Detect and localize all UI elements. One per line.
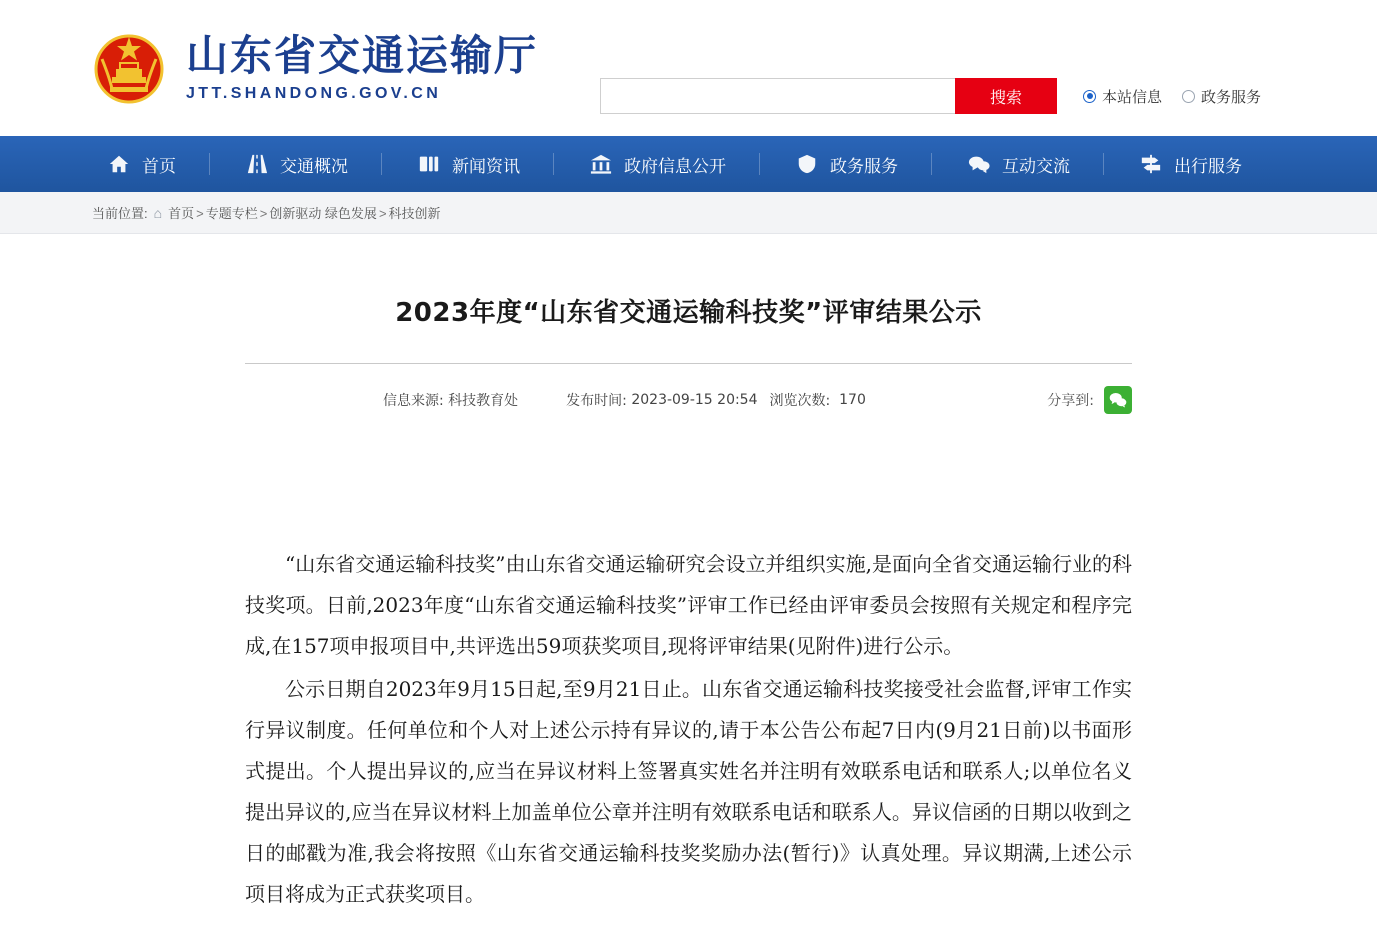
chat-icon — [968, 153, 990, 175]
signpost-icon — [1140, 153, 1162, 175]
search-button[interactable]: 搜索 — [955, 78, 1057, 114]
radio-dot-icon[interactable] — [1182, 90, 1195, 103]
nav-item-gov-info[interactable] — [590, 136, 760, 192]
breadcrumb — [0, 192, 1377, 234]
radio-site-info-label: 本站信息 — [1102, 87, 1163, 106]
brand-title: 山东省交通运输厅 — [186, 30, 539, 80]
meta-time-label: 发布时间: — [566, 393, 627, 409]
article-meta — [245, 364, 1132, 414]
breadcrumb-item-1[interactable]: 专题专栏 — [205, 206, 258, 221]
page-title: 2023年度“山东省交通运输科技奖”评审结果公示 — [395, 298, 982, 328]
site-brand[interactable] — [90, 29, 538, 107]
home-small-icon[interactable]: ⌂ — [153, 204, 163, 221]
nav-item-travel-service[interactable] — [1140, 136, 1276, 192]
meta-source-label: 信息来源: — [383, 393, 444, 409]
breadcrumb-separator: > — [259, 206, 268, 221]
home-icon — [108, 153, 130, 175]
breadcrumb-separator: > — [196, 206, 204, 221]
bank-icon — [590, 153, 612, 175]
article-body — [245, 544, 1132, 915]
main-navigation — [0, 136, 1377, 192]
nav-item-home-label: 首页 — [142, 156, 176, 177]
nav-item-news-label: 新闻资讯 — [452, 156, 520, 177]
shield-icon — [796, 153, 818, 175]
radio-dot-icon[interactable] — [1083, 90, 1096, 103]
radio-gov-service-label: 政务服务 — [1201, 87, 1262, 106]
brand-domain: JTT.SHANDONG.GOV.CN — [186, 85, 442, 103]
national-emblem-icon — [90, 29, 168, 107]
nav-item-home[interactable] — [108, 136, 210, 192]
article — [0, 292, 1377, 915]
search-input[interactable] — [600, 78, 955, 114]
meta-views-value: 170 — [839, 392, 866, 408]
news-icon — [418, 153, 440, 175]
nav-item-interaction[interactable] — [968, 136, 1104, 192]
breadcrumb-item-3[interactable]: 科技创新 — [388, 206, 441, 221]
nav-item-news[interactable] — [418, 136, 554, 192]
share-label: 分享到: — [1047, 393, 1094, 409]
article-paragraph: “山东省交通运输科技奖”由山东省交通运输研究会设立并组织实施,是面向全省交通运输行业的科技奖项。日前,2023年度“山东省交通运输科技奖”评审工作已经由评审委员会按照有关规定和程序完成,在157项申报项目中,共评选出59项获奖项目,现将评审结果(见附件)进行公示。 — [245, 552, 1132, 658]
breadcrumb-separator: > — [378, 206, 387, 221]
nav-item-gov-service[interactable] — [796, 136, 932, 192]
article-paragraph: 公示日期自2023年9月15日起,至9月21日止。山东省交通运输科技奖接受社会监督,评审工作实行异议制度。任何单位和个人对上述公示持有异议的,请于本公告公布起7日内(9月21日前)以书面形式提出。个人提出异议的,应当在异议材料上签署真实姓名并注明有效联系电话和联系人;以单位名义提出异议的,应当在异议材料上加盖单位公章并注明有效联系电话和联系人。异议信函的日期以收到之日的邮戳为准,我会将按照《山东省交通运输科技奖奖励办法(暂行)》认真处理。异议期满,上述公示项目将成为正式获奖项目。 — [245, 677, 1132, 906]
nav-item-gov-service-label: 政务服务 — [830, 156, 898, 177]
breadcrumb-item-2[interactable]: 创新驱动 绿色发展 — [269, 206, 377, 221]
nav-item-transport-overview-label: 交通概况 — [280, 156, 348, 177]
meta-time-value: 2023-09-15 20:54 — [631, 392, 758, 408]
road-icon — [246, 153, 268, 175]
site-header — [0, 0, 1377, 136]
radio-gov-service[interactable] — [1182, 86, 1261, 107]
nav-item-travel-service-label: 出行服务 — [1174, 156, 1242, 177]
nav-item-interaction-label: 互动交流 — [1002, 156, 1070, 177]
nav-item-gov-info-label: 政府信息公开 — [624, 156, 726, 177]
breadcrumb-path — [168, 203, 440, 222]
search-area — [600, 78, 1261, 114]
radio-site-info[interactable] — [1083, 86, 1162, 107]
breadcrumb-item-0[interactable]: 首页 — [168, 206, 195, 221]
breadcrumb-label: 当前位置: — [92, 206, 148, 221]
search-scope-radios — [1083, 86, 1261, 107]
nav-item-transport-overview[interactable] — [246, 136, 382, 192]
meta-views-label: 浏览次数: — [769, 393, 831, 409]
meta-source-value: 科技教育处 — [448, 393, 519, 409]
wechat-icon[interactable] — [1104, 386, 1132, 414]
share-box — [1047, 386, 1132, 414]
